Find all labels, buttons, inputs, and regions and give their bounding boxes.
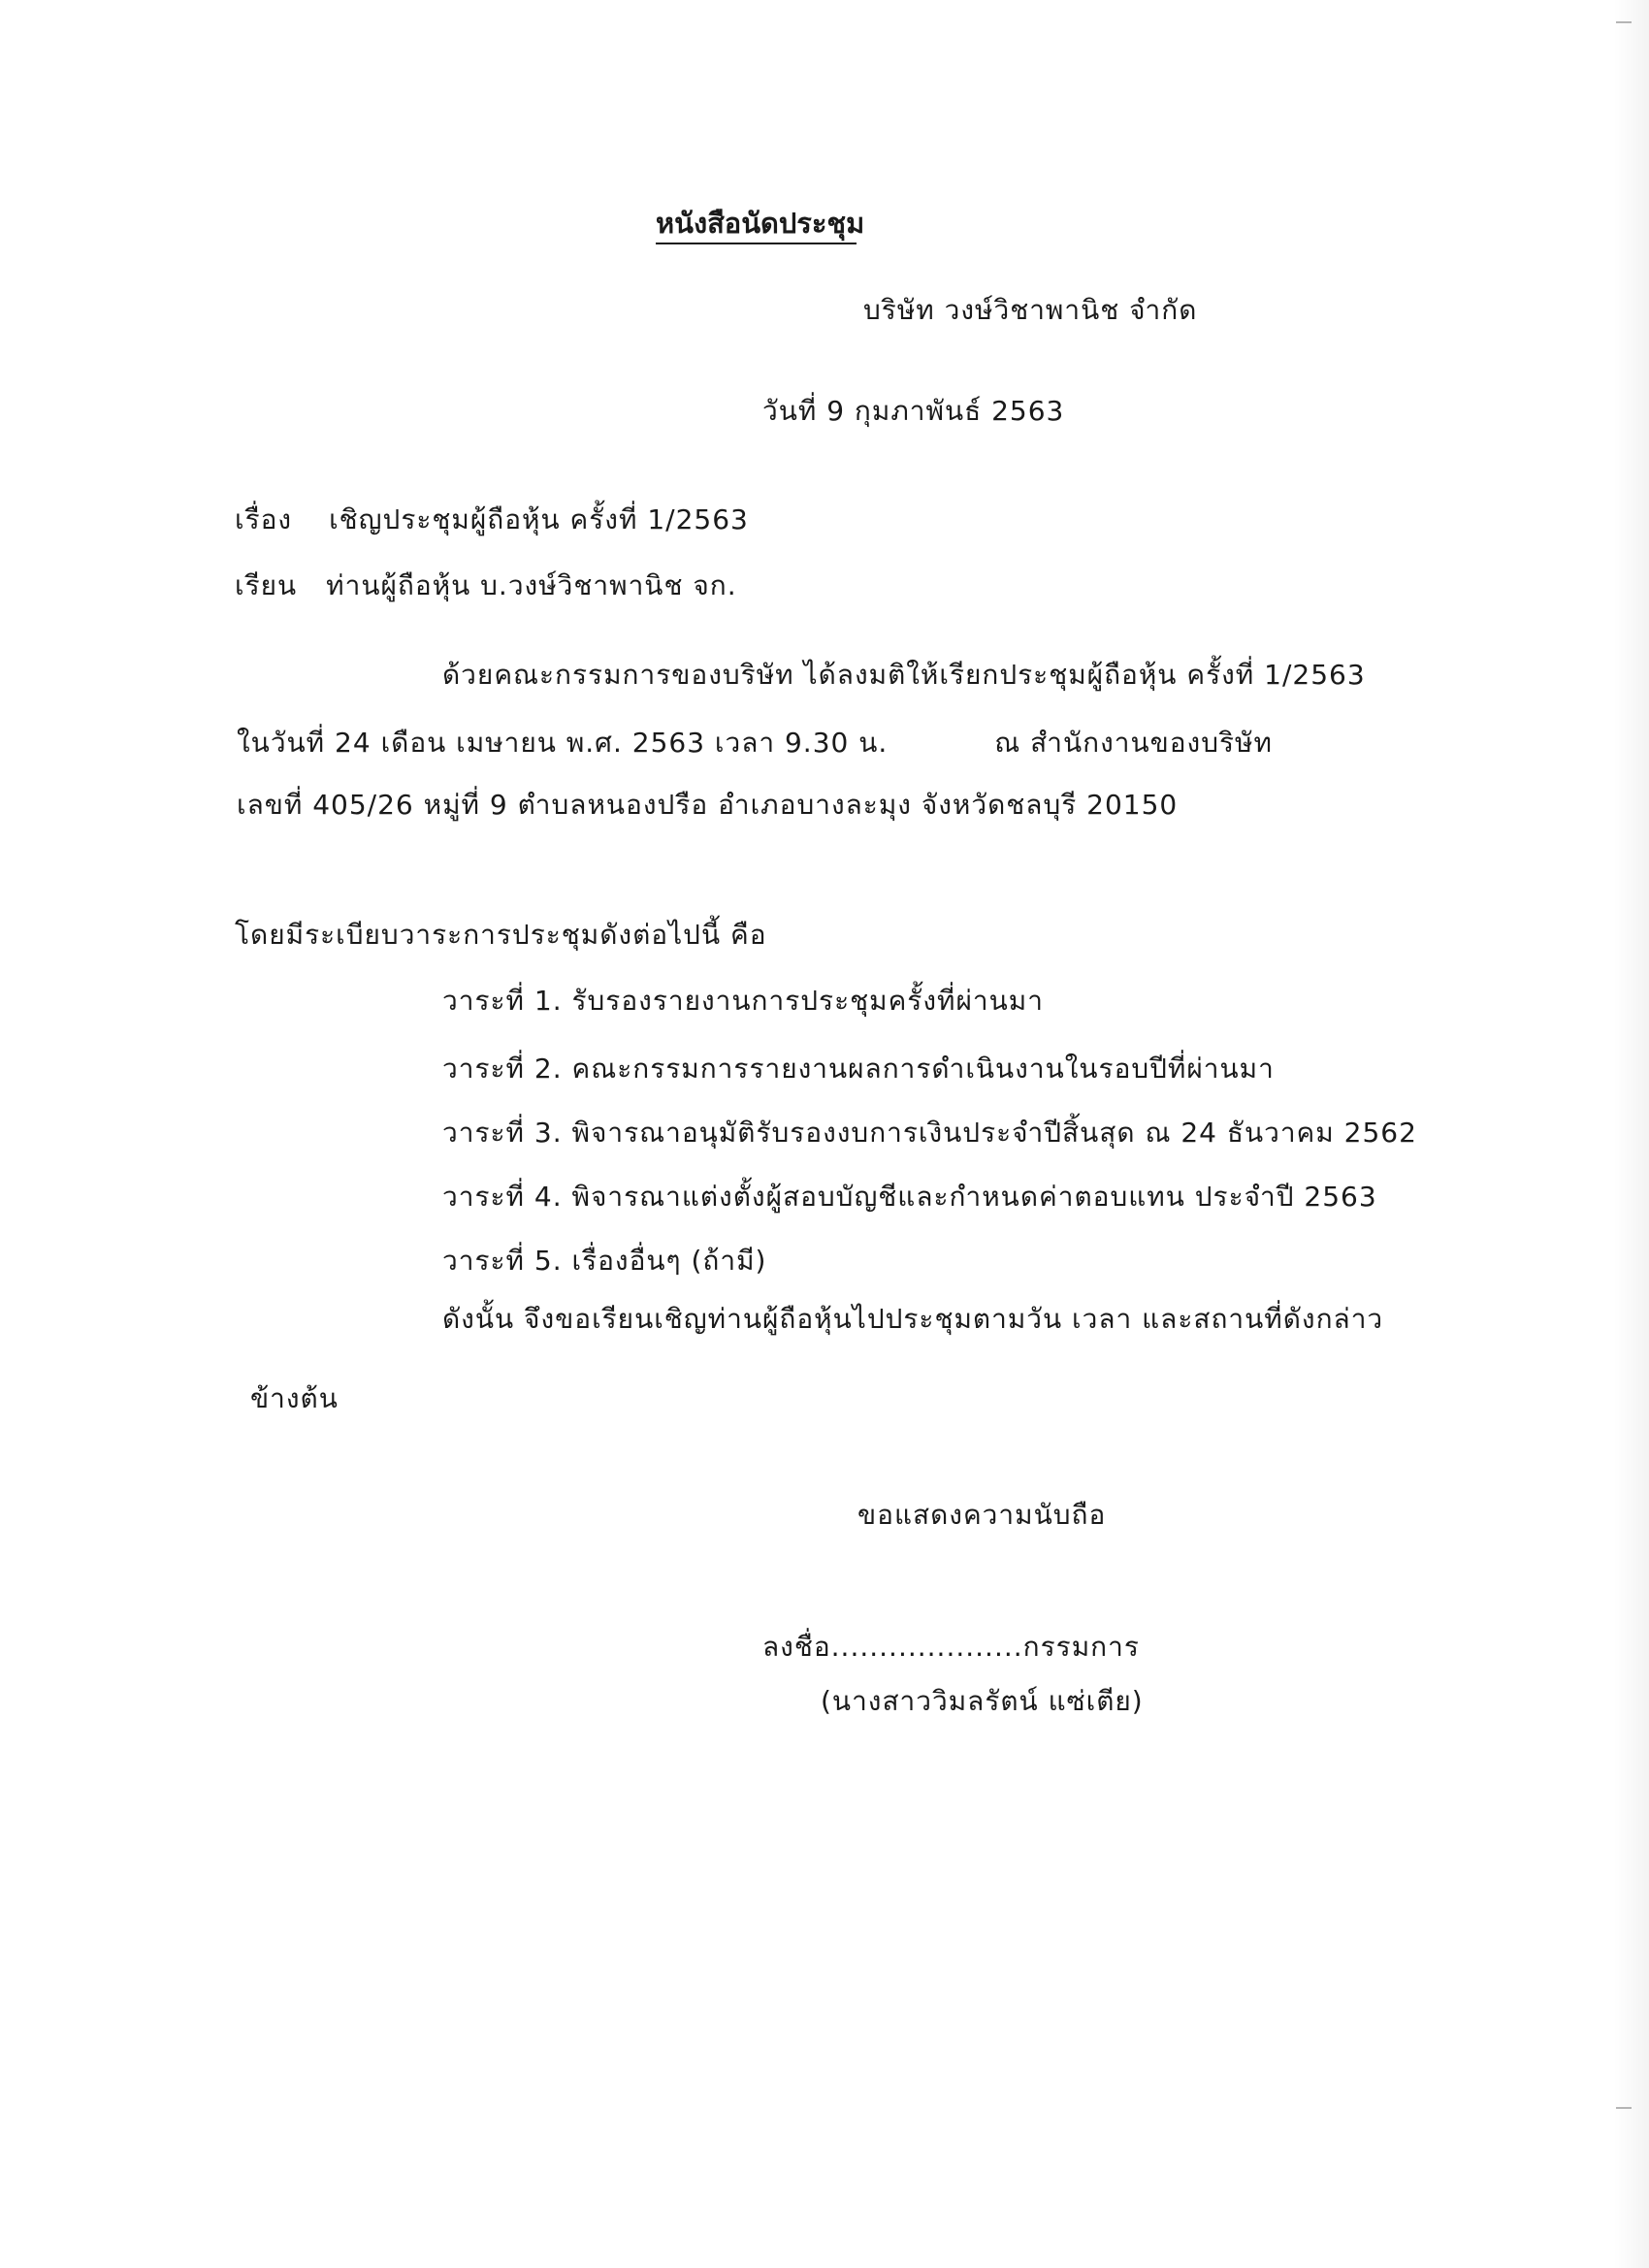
recipient-line bbox=[235, 568, 737, 603]
scan-edge-mark bbox=[1616, 2107, 1632, 2109]
agenda-item: วาระที่ 4. พิจารณาแต่งตั้งผู้สอบบัญชีและกำหนดค่าตอบแทน ประจำปี 2563 bbox=[442, 1181, 1377, 1213]
body-line-2 bbox=[237, 726, 1273, 761]
signature-line: ลงชื่อ....................กรรมการ bbox=[762, 1631, 1140, 1663]
scan-edge-shadow bbox=[1614, 0, 1649, 2268]
meeting-venue: ณ สำนักงานของบริษัท bbox=[994, 727, 1273, 759]
recipient-label: เรียน bbox=[235, 569, 298, 601]
subject-label: เรื่อง bbox=[235, 503, 293, 535]
document-title: หนังสือนัดประชุม bbox=[656, 207, 865, 240]
body-line-1: ด้วยคณะกรรมการของบริษัท ได้ลงมติให้เรียกประชุมผู้ถือหุ้น ครั้งที่ 1/2563 bbox=[442, 659, 1366, 691]
body-line-3: เลขที่ 405/26 หมู่ที่ 9 ตำบลหนองปรือ อำเภอบางละมุง จังหวัดชลบุรี 20150 bbox=[237, 789, 1179, 821]
signer-name: (นางสาววิมลรัตน์ แซ่เตีย) bbox=[821, 1685, 1144, 1717]
closing-line-2: ข้างต้น bbox=[250, 1382, 339, 1414]
document-date: วันที่ 9 กุมภาพันธ์ 2563 bbox=[762, 395, 1065, 427]
meeting-datetime: ในวันที่ 24 เดือน เมษายน พ.ศ. 2563 เวลา 9.30 น. bbox=[237, 727, 889, 759]
agenda-item: วาระที่ 3. พิจารณาอนุมัติรับรองงบการเงินประจำปีสิ้นสุด ณ 24 ธันวาคม 2562 bbox=[442, 1117, 1417, 1149]
regards: ขอแสดงความนับถือ bbox=[857, 1499, 1107, 1531]
subject-text: เชิญประชุมผู้ถือหุ้น ครั้งที่ 1/2563 bbox=[329, 503, 749, 535]
subject-line bbox=[235, 502, 749, 537]
scan-edge-mark bbox=[1616, 21, 1632, 23]
closing-line-1: ดังนั้น จึงขอเรียนเชิญท่านผู้ถือหุ้นไปประชุมตามวัน เวลา และสถานที่ดังกล่าว bbox=[442, 1303, 1384, 1335]
company-name: บริษัท วงษ์วิชาพานิช จำกัด bbox=[863, 294, 1198, 326]
recipient-text: ท่านผู้ถือหุ้น บ.วงษ์วิชาพานิช จก. bbox=[326, 569, 737, 601]
agenda-item: วาระที่ 2. คณะกรรมการรายงานผลการดำเนินงานในรอบปีที่ผ่านมา bbox=[442, 1053, 1275, 1085]
agenda-item: วาระที่ 1. รับรองรายงานการประชุมครั้งที่ผ่านมา bbox=[442, 985, 1044, 1017]
agenda-intro: โดยมีระเบียบวาระการประชุมดังต่อไปนี้ คือ bbox=[235, 919, 767, 951]
agenda-item: วาระที่ 5. เรื่องอื่นๆ (ถ้ามี) bbox=[442, 1245, 767, 1277]
title-underline bbox=[656, 243, 857, 244]
